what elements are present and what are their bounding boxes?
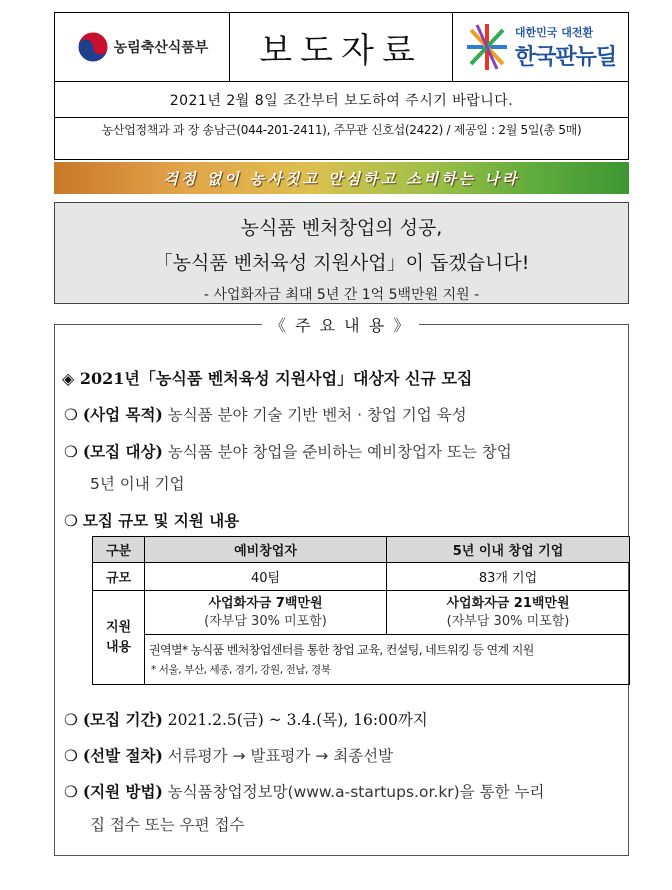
five-fund-note: (자부담 30% 미포함) [446, 613, 570, 629]
new-deal-logo [453, 13, 628, 81]
method-text: 농식품창업정보망(www.a-startups.or.kr)을 통한 누리 [162, 783, 545, 801]
th-pre-startup: 예비창업자 [145, 537, 387, 563]
process-text: 서류평가 → 발표평가 → 최종선발 [162, 747, 394, 765]
headline-line1: 농식품 벤처창업의 성공, [240, 217, 443, 239]
header-table [54, 12, 629, 82]
section-title: 《 주 요 내 용 》 [262, 313, 419, 336]
target-text: 농식품 분야 창업을 준비하는 예비창업자 또는 창업 [162, 443, 512, 461]
embargo-notice: 2021년 2월 8일 조간부터 보도하여 주시기 바랍니다. [54, 82, 629, 118]
period-item [64, 708, 428, 730]
scale-pre-value: 40팀 [145, 563, 387, 591]
target-label: (모집 대상) [82, 442, 163, 461]
row-label-scale: 규모 [93, 563, 145, 591]
ministry-name: 농림축산식품부 [113, 40, 209, 56]
target-item [64, 440, 512, 462]
circle-bullet-icon: ❍ [64, 443, 78, 461]
support-table [92, 536, 630, 685]
scale-label: 모집 규모 및 지원 내용 [82, 512, 240, 530]
scale-five-value: 83개 기업 [387, 563, 630, 591]
regional-support-cell [145, 635, 630, 685]
process-label: (선발 절차) [82, 746, 163, 765]
taegeuk-icon [76, 30, 110, 64]
slogan-banner: 걱정 없이 농사짓고 안심하고 소비하는 나라 [54, 162, 629, 194]
regional-support-note: * 서울, 부산, 세종, 경기, 강원, 전남, 경북 [151, 663, 331, 676]
th-five-year: 5년 이내 창업 기업 [387, 537, 630, 563]
circle-bullet-icon: ❍ [64, 406, 78, 424]
purpose-text: 농식품 분야 기술 기반 벤처 · 창업 기업 육성 [162, 406, 467, 424]
five-fund-amount: 사업화자금 21백만원 [446, 595, 570, 611]
pre-fund-note: (자부담 30% 미포함) [204, 613, 327, 629]
pre-fund-cell [145, 591, 387, 635]
circle-bullet-icon: ❍ [64, 512, 78, 530]
th-category: 구분 [93, 537, 145, 563]
new-deal-icon [465, 22, 509, 72]
process-item [64, 744, 393, 766]
support-label-1: 지원 [105, 619, 132, 635]
support-label-2: 내용 [105, 639, 132, 655]
method-label: (지원 방법) [82, 782, 163, 801]
brand-main-text: 한국판뉴딜 [514, 44, 617, 70]
doc-type-title: 보도자료 [230, 13, 453, 81]
scale-item [64, 509, 239, 531]
purpose-item [64, 403, 467, 425]
regional-support-text: 권역별* 농식품 벤처창업센터를 통한 창업 교육, 컨설팅, 네트워킹 등 연계 지원 [149, 642, 534, 657]
five-fund-cell [387, 591, 630, 635]
period-text: 2021.2.5(금) ~ 3.4.(목), 16:00까지 [162, 711, 428, 729]
circle-bullet-icon: ❍ [64, 711, 78, 729]
target-text-cont: 5년 이내 기업 [90, 475, 185, 493]
method-text-cont: 집 접수 또는 우편 접수 [90, 816, 245, 834]
brand-top-text: 대한민국 대전환 [514, 25, 594, 39]
headline-box [54, 202, 629, 304]
headline-line2: 「농식품 벤처육성 지원사업」이 돕겠습니다! [153, 252, 530, 274]
period-label: (모집 기간) [82, 710, 163, 729]
main-bullet: ◈ 2021년「농식품 벤처육성 지원사업」대상자 신규 모집 [62, 369, 473, 388]
ministry-logo [55, 13, 230, 81]
circle-bullet-icon: ❍ [64, 783, 78, 801]
method-item [64, 780, 544, 802]
purpose-label: (사업 목적) [82, 405, 163, 424]
pre-fund-amount: 사업화자금 7백만원 [208, 595, 323, 611]
headline-subtitle: - 사업화자금 최대 5년 간 1억 5백만원 지원 - [203, 287, 480, 303]
circle-bullet-icon: ❍ [64, 747, 78, 765]
row-label-support [93, 591, 145, 685]
contact-info: 농산업정책과 과 장 송남근(044-201-2411), 주무관 신호섭(2422) / 제공일 : 2월 5일(총 5매) [54, 118, 629, 160]
